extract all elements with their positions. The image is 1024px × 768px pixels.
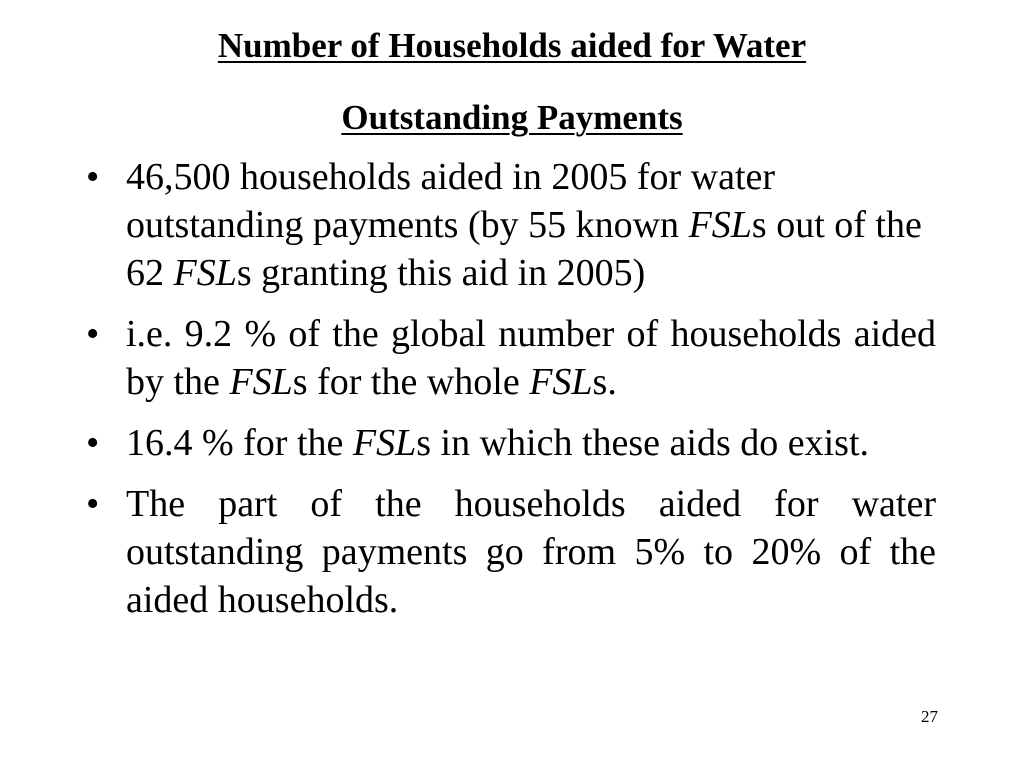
bullet-dot-icon: • [86,483,100,525]
bullet-dot-icon: • [86,156,100,198]
bullet-list [84,153,936,637]
bullet-2-text-2: s for the whole [292,361,530,403]
bullet-dot-icon: • [86,422,100,464]
slide-title-line-1: Number of Households aided for Water [217,26,807,65]
bullet-2-text-3: s. [592,361,617,403]
bullet-1-text-1: 46,500 households aided in 2005 for water outstanding payments (by 55 known [126,156,776,246]
page-number: 27 [921,707,938,726]
bullet-item-4 [84,480,936,624]
bullet-item-2 [84,310,936,406]
bullet-4-text-1: The part of the households aided for water outstanding payments go from 5% to 20% of the aided households. [126,483,936,621]
bullet-1-fsl-2: FSL [173,252,237,294]
bullet-2-text-1: i.e. 9.2 % of the global number of households aided by the [126,313,936,403]
slide-title-line-2: Outstanding Payments [341,98,683,137]
bullet-3-text-2: s in which these aids do exist. [416,422,870,464]
bullet-2-fsl-1: FSL [229,361,293,403]
bullet-item-1 [84,153,936,297]
bullet-item-3 [84,419,936,467]
bullet-2-fsl-2: FSL [529,361,593,403]
bullet-1-fsl-1: FSL [688,204,752,246]
bullet-3-fsl-1: FSL [352,422,417,464]
bullet-3-text-1: 16.4 % for the [126,422,353,464]
bullet-dot-icon: • [86,313,100,355]
bullet-1-text-2: s out of the 62 [126,204,922,294]
bullet-1-text-3: s granting this aid in 2005) [236,252,646,294]
